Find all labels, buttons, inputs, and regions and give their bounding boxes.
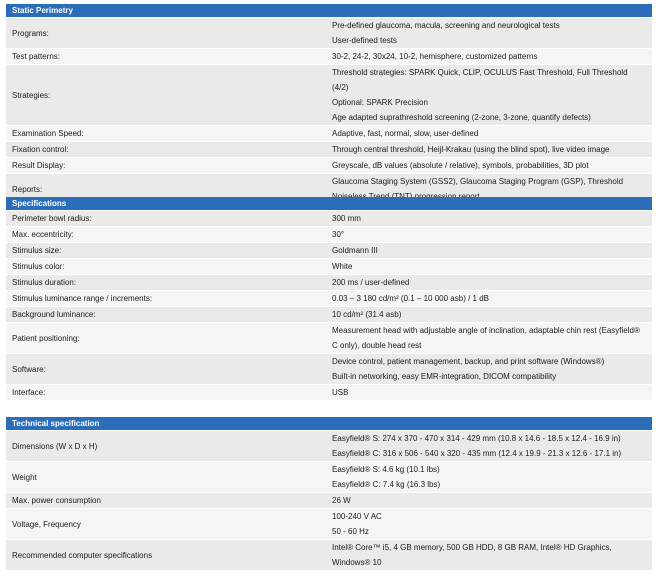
spec-value	[326, 49, 652, 65]
section-table-3	[6, 417, 652, 571]
spec-row	[6, 142, 652, 158]
spec-row	[6, 49, 652, 65]
spec-value	[326, 126, 652, 142]
spec-value-line: Through central threshold, Heijl-Krakau (using the blind spot), live video image	[332, 145, 610, 154]
spec-row	[6, 126, 652, 142]
spec-label: Interface:	[6, 385, 326, 401]
spec-value-line: 10 cd/m² (31.4 asb)	[332, 310, 402, 319]
spec-label: Perimeter bowl radius:	[6, 211, 326, 227]
spec-value	[326, 291, 652, 307]
spec-row	[6, 354, 652, 385]
spec-value	[326, 211, 652, 227]
spec-value-line: Pre-defined glaucoma, macula, screening and neurological tests	[332, 21, 560, 30]
spec-value	[326, 65, 652, 126]
spec-value-line: Device control, patient management, backup, and print software (Windows®)	[332, 357, 605, 366]
spec-value	[326, 509, 652, 540]
spec-value	[326, 540, 652, 571]
spec-label: Examination Speed:	[6, 126, 326, 142]
spec-label: Stimulus color:	[6, 259, 326, 275]
spec-value	[326, 323, 652, 354]
spec-value-line: Built-in networking, easy EMR-integration, DICOM compatibility	[332, 372, 557, 381]
spec-value	[326, 142, 652, 158]
spec-label: Background luminance:	[6, 307, 326, 323]
spec-label: Programs:	[6, 18, 326, 49]
spec-value	[326, 243, 652, 259]
spec-value	[326, 462, 652, 493]
spec-row	[6, 275, 652, 291]
spec-row	[6, 509, 652, 540]
section-title: Technical specification	[6, 417, 652, 431]
spec-value-line: Intel® Core™ i5, 4 GB memory, 500 GB HDD, 8 GB RAM, Intel® HD Graphics, Windows® 10	[332, 543, 612, 567]
spec-value-line: Age adapted suprathreshold screening (2-zone, 3-zone, quantify defects)	[332, 113, 591, 122]
spec-value-line: Optional: SPARK Precision	[332, 98, 428, 107]
spec-value-line: Easyfield® C: 7.4 kg (16.3 lbs)	[332, 480, 441, 489]
spec-row	[6, 385, 652, 401]
spec-label: Stimulus size:	[6, 243, 326, 259]
spec-value-line: 0.03 – 3 180 cd/m² (0.1 – 10 000 asb) / 1 dB	[332, 294, 489, 303]
spec-row	[6, 65, 652, 126]
section-header	[6, 417, 652, 431]
spec-value	[326, 275, 652, 291]
spec-label: Max. power consumption	[6, 493, 326, 509]
spec-row	[6, 227, 652, 243]
spec-label: Max. eccentricity:	[6, 227, 326, 243]
spec-label: Reports:	[6, 174, 326, 205]
spec-value-line: Goldmann III	[332, 246, 378, 255]
spec-value	[326, 354, 652, 385]
spec-label: Stimulus duration:	[6, 275, 326, 291]
spec-row	[6, 18, 652, 49]
section-title: Specifications	[6, 197, 652, 211]
section-header	[6, 197, 652, 211]
spec-label: Weight	[6, 462, 326, 493]
spec-label: Stimulus luminance range / increments:	[6, 291, 326, 307]
section-table-1	[6, 4, 652, 205]
spec-row	[6, 493, 652, 509]
spec-value	[326, 227, 652, 243]
spec-label: Result Display:	[6, 158, 326, 174]
section-title: Static Perimetry	[6, 4, 652, 18]
spec-value	[326, 18, 652, 49]
spec-value	[326, 158, 652, 174]
spec-value-line: White	[332, 262, 353, 271]
spec-value-line: 100-240 V AC	[332, 512, 382, 521]
spec-label: Strategies:	[6, 65, 326, 126]
spec-value	[326, 307, 652, 323]
spec-value-line: Threshold strategies: SPARK Quick, CLIP, OCULUS Fast Threshold, Full Threshold (4/2)	[332, 68, 628, 92]
spec-label: Test patterns:	[6, 49, 326, 65]
spec-row	[6, 243, 652, 259]
spec-value-line: Glaucoma Staging System (GSS2), Glaucoma Staging Program (GSP), Threshold	[332, 177, 624, 186]
spec-value-line: 30°	[332, 230, 345, 239]
spec-row	[6, 158, 652, 174]
spec-row	[6, 291, 652, 307]
spec-row	[6, 323, 652, 354]
spec-value-line: 26 W	[332, 496, 351, 505]
spec-value	[326, 431, 652, 462]
spec-value-line: Easyfield® C: 316 x 506 - 540 x 320 - 435 mm (12.4 x 19.9 - 21.3 x 12.6 - 17.1 in)	[332, 449, 622, 458]
spec-label: Fixation control:	[6, 142, 326, 158]
spec-value	[326, 493, 652, 509]
spec-label: Dimensions (W x D x H)	[6, 431, 326, 462]
spec-value-line: Greyscale, dB values (absolute / relative), symbols, probabilities, 3D plot	[332, 161, 589, 170]
spec-value	[326, 385, 652, 401]
spec-value-line: USB	[332, 388, 349, 397]
section-table-2	[6, 197, 652, 401]
spec-row	[6, 259, 652, 275]
spec-row	[6, 540, 652, 571]
spec-row	[6, 211, 652, 227]
spec-row	[6, 307, 652, 323]
spec-value-line: 300 mm	[332, 214, 361, 223]
section-header	[6, 4, 652, 18]
spec-value-line: User-defined tests	[332, 36, 397, 45]
spec-value-line: 200 ms / user-defined	[332, 278, 410, 287]
spec-value	[326, 259, 652, 275]
spec-value-line: Measurement head with adjustable angle of inclination, adaptable chin rest (Easyfield® C only), double head rest	[332, 326, 640, 350]
spec-value-line: 30-2, 24-2, 30x24, 10-2, hemisphere, customized patterns	[332, 52, 538, 61]
spec-value-line: Easyfield® S: 274 x 370 - 470 x 314 - 429 mm (10.8 x 14.6 - 18.5 x 12.4 - 16.9 in)	[332, 434, 621, 443]
spec-value-line: Adaptive, fast, normal, slow, user-defined	[332, 129, 479, 138]
spec-label: Software:	[6, 354, 326, 385]
spec-row	[6, 431, 652, 462]
spec-row	[6, 462, 652, 493]
spec-label: Patient positioning:	[6, 323, 326, 354]
spec-label: Recommended computer specifications	[6, 540, 326, 571]
spec-value-line: 50 - 60 Hz	[332, 527, 369, 536]
spec-value-line: Easyfield® S: 4.6 kg (10.1 lbs)	[332, 465, 440, 474]
spec-label: Voltage, Frequency	[6, 509, 326, 540]
